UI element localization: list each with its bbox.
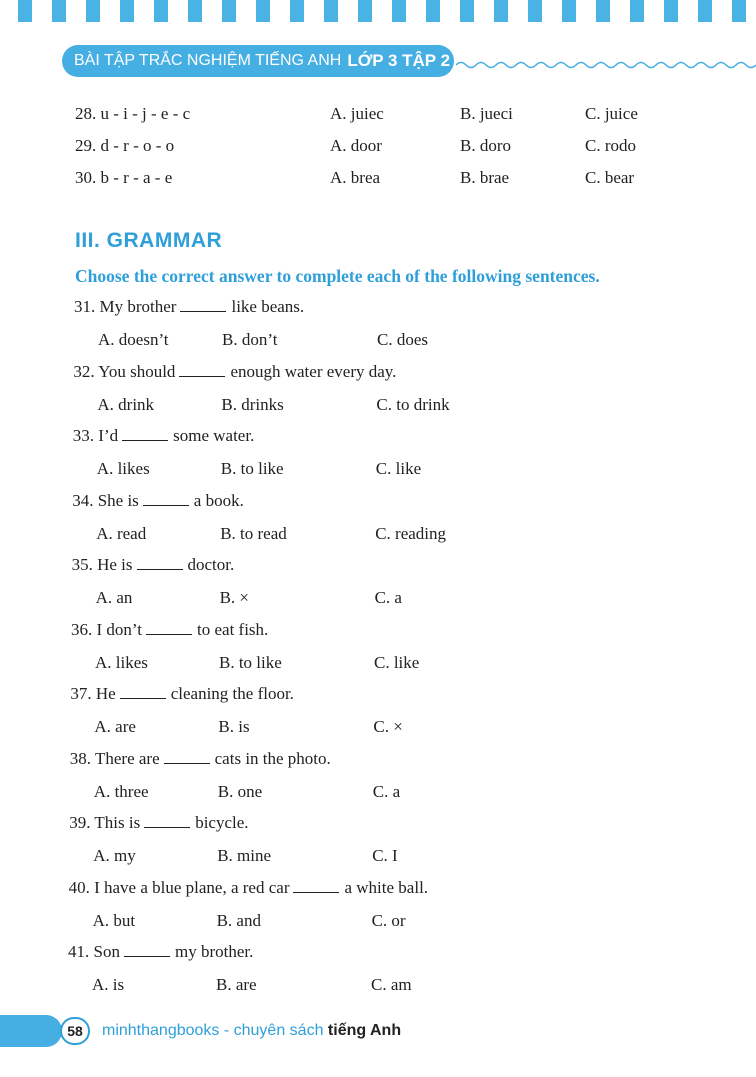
top-dash-border (0, 0, 756, 22)
answer-blank (164, 749, 210, 764)
option-c: C. rodo (585, 136, 636, 155)
answer-blank (137, 555, 183, 570)
answer-blank (146, 620, 192, 635)
question-stem (70, 684, 294, 704)
answer-blank (293, 878, 339, 893)
question-text-end: to eat fish. (197, 619, 269, 639)
header-title-band (62, 45, 454, 77)
footer-brand-text: minhthangbooks - chuyên sách (102, 1022, 324, 1039)
option-c: C. a (374, 588, 402, 607)
question-text-end: my brother. (174, 942, 254, 961)
spelling-question: 28. u - i - j - e - c (75, 104, 191, 123)
option-a: A. doesn’t (98, 330, 169, 349)
header-wave-decoration (456, 58, 756, 72)
question-text: 36. I don’t (71, 619, 142, 639)
question-text-end: a book. (193, 490, 244, 510)
option-c: C. like (374, 652, 420, 672)
question-text-end: a white ball. (344, 877, 429, 897)
spelling-question: 30. b - r - a - e (75, 168, 173, 187)
option-c: C. juice (585, 104, 638, 123)
question-text: 34. She is (72, 490, 139, 510)
question-text-end: like beans. (231, 297, 305, 316)
option-c: C. does (377, 330, 428, 349)
question-text: 33. I’d (72, 426, 119, 445)
question-stem (73, 362, 396, 382)
option-a: A. three (93, 781, 149, 801)
page-number: 58 (60, 1017, 90, 1045)
question-stem (72, 555, 235, 575)
option-a: A. juiec (330, 104, 384, 123)
option-b: B. × (219, 588, 250, 607)
question-stem (70, 749, 331, 769)
option-b: B. are (216, 975, 257, 994)
option-c: C. bear (585, 168, 635, 187)
footer-band (0, 1015, 62, 1047)
option-a: A. brea (330, 168, 381, 187)
option-b: B. is (218, 717, 250, 736)
option-b: B. to like (219, 652, 282, 672)
option-a: A. my (93, 846, 136, 865)
section-title: III. GRAMMAR (75, 229, 223, 252)
option-a: A. an (95, 588, 133, 607)
answer-blank (120, 684, 166, 699)
question-text: 32. You should (73, 361, 176, 381)
option-a: A. likes (96, 459, 150, 478)
footer-brand (102, 1022, 401, 1040)
option-c: C. reading (375, 523, 447, 543)
option-a: A. read (96, 523, 147, 543)
option-b: B. to read (220, 523, 287, 543)
question-stem (72, 491, 244, 511)
question-text: 38. There are (69, 748, 160, 768)
question-text-end: some water. (173, 426, 255, 445)
option-b: B. one (217, 781, 263, 801)
question-stem (68, 942, 253, 962)
option-c: C. I (372, 846, 398, 865)
option-a: A. are (94, 717, 136, 736)
question-text: 31. My brother (74, 297, 177, 316)
option-c: C. a (372, 781, 401, 801)
section-instruction: Choose the correct answer to complete each of the following sentences. (75, 266, 600, 286)
header-title: BÀI TẬP TRẮC NGHIỆM TIẾNG ANH (74, 52, 342, 69)
option-c: C. or (371, 910, 406, 930)
question-text-end: bicycle. (195, 813, 249, 832)
option-b: B. don’t (222, 330, 278, 349)
option-c: C. to drink (376, 394, 450, 414)
question-text-end: cats in the photo. (214, 748, 331, 768)
answer-blank (144, 813, 190, 828)
question-stem (69, 878, 428, 898)
answer-blank (143, 491, 189, 506)
option-c: C. am (371, 975, 412, 994)
answer-blank (124, 942, 170, 957)
option-b: B. and (216, 910, 261, 930)
option-a: A. but (92, 910, 136, 930)
header-title-bold: LỚP 3 TẬP 2 (347, 51, 451, 70)
answer-blank (122, 426, 168, 441)
option-a: A. likes (95, 652, 148, 672)
option-b: B. to like (220, 459, 284, 478)
option-b: B. jueci (460, 104, 513, 123)
answer-blank (179, 362, 225, 377)
option-b: B. mine (217, 846, 272, 865)
option-b: B. drinks (221, 394, 284, 414)
question-text-end: enough water every day. (230, 361, 397, 381)
question-stem (71, 620, 268, 640)
question-text: 39. This is (69, 813, 141, 832)
question-text-end: doctor. (187, 555, 235, 574)
question-text: 37. He (70, 684, 116, 703)
option-a: A. door (330, 136, 382, 155)
spelling-question: 29. d - r - o - o (75, 136, 175, 155)
option-a: A. drink (97, 394, 155, 414)
option-b: B. brae (460, 168, 510, 187)
option-b: B. doro (460, 136, 511, 155)
question-text: 40. I have a blue plane, a red car (68, 877, 290, 897)
option-a: A. is (92, 975, 125, 994)
option-c: C. like (375, 459, 422, 478)
footer-brand-bold: tiếng Anh (327, 1022, 402, 1039)
question-text: 41. Son (68, 942, 120, 961)
question-stem (69, 813, 248, 833)
question-text: 35. He is (71, 555, 133, 574)
option-c: C. × (373, 717, 403, 736)
answer-blank (180, 297, 226, 312)
question-stem (73, 426, 255, 446)
question-text-end: cleaning the floor. (170, 684, 294, 703)
question-stem (74, 297, 304, 317)
